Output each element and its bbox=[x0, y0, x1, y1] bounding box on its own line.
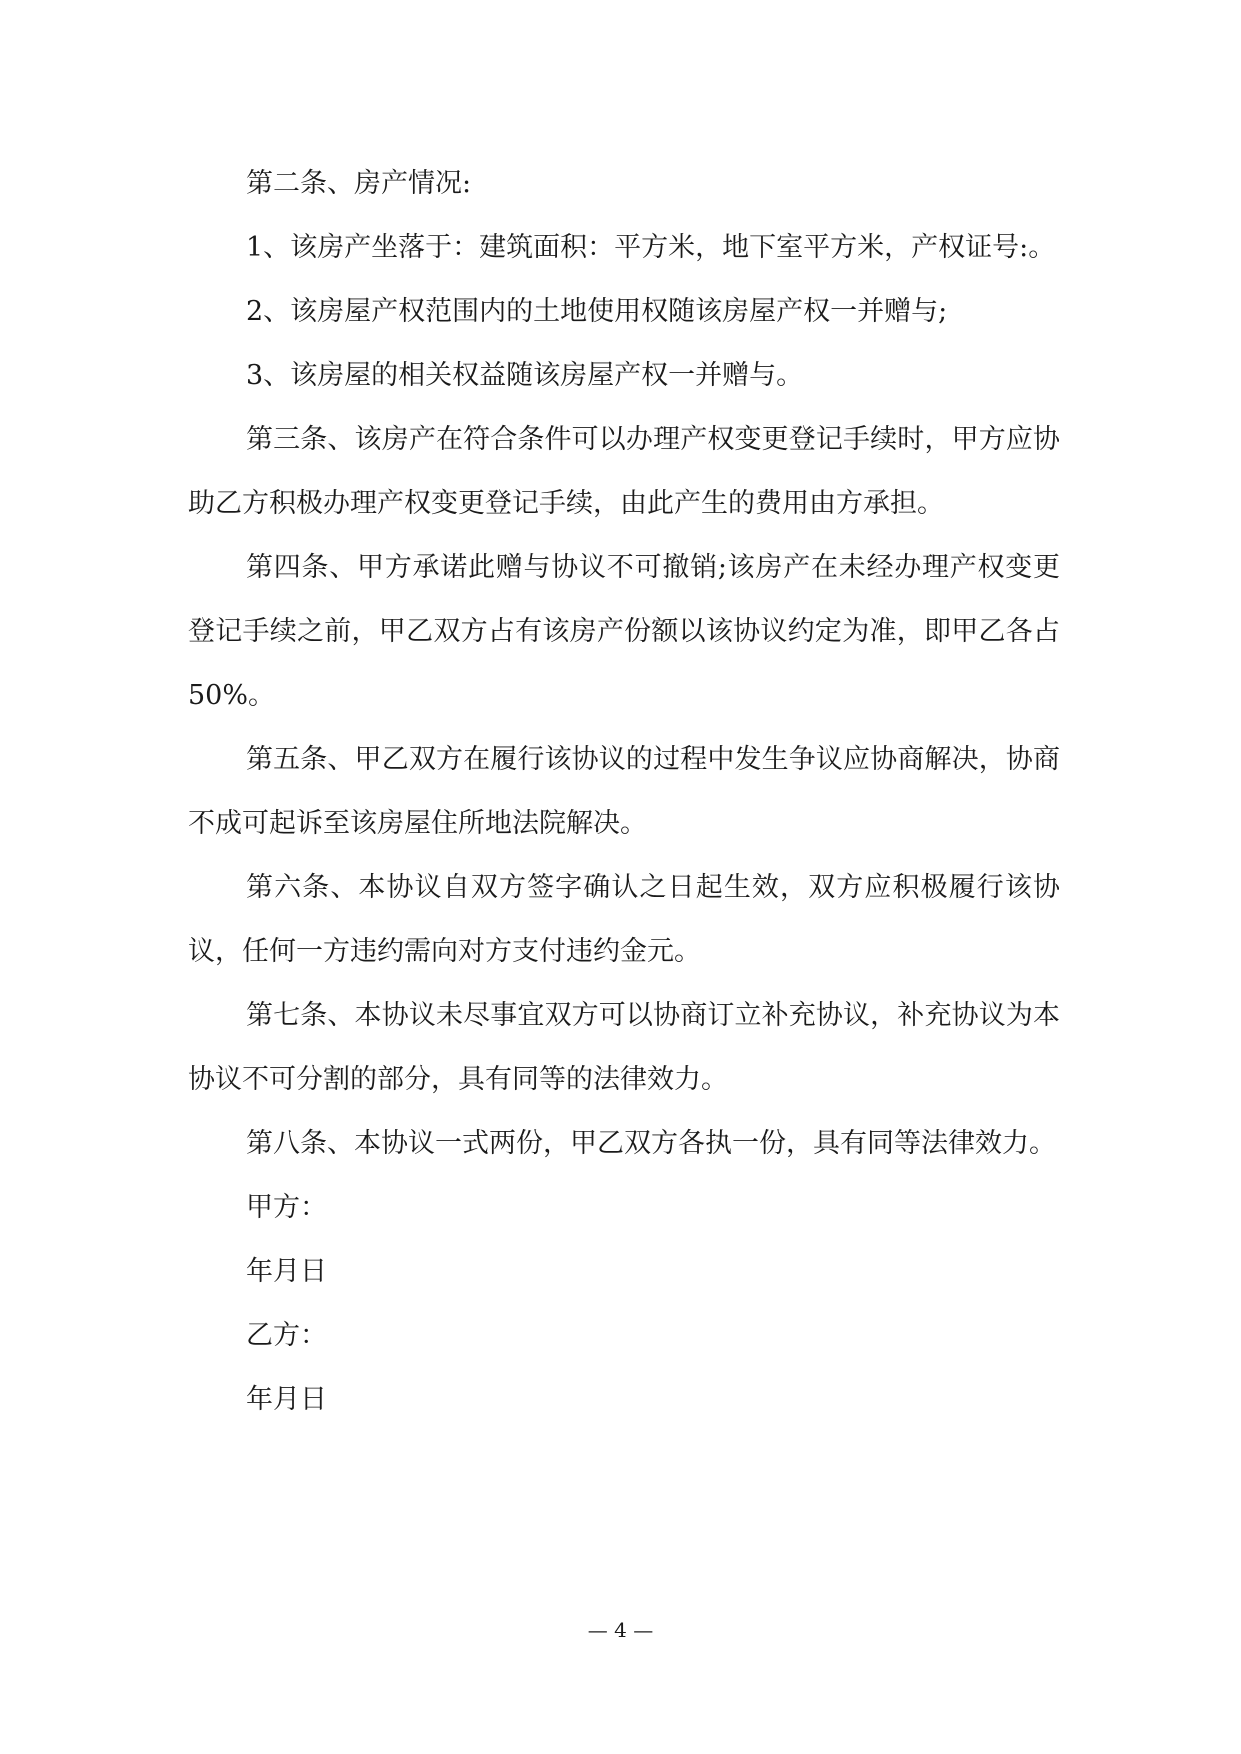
clause-5: 第五条、甲乙双方在履行该协议的过程中发生争议应协商解决，协商不成可起诉至该房屋住所地法院解决。 bbox=[188, 744, 1060, 839]
clause-2-item-1: 1、该房产坐落于：建筑面积：平方米，地下室平方米，产权证号:。 bbox=[246, 232, 1056, 263]
clause-2-item-2: 2、该房屋产权范围内的土地使用权随该房屋产权一并赠与; bbox=[246, 296, 948, 327]
page-number: — 4 — bbox=[587, 1618, 654, 1642]
clause-3: 第三条、该房产在符合条件可以办理产权变更登记手续时，甲方应协助乙方积极办理产权变更登记手续，由此产生的费用由方承担。 bbox=[188, 424, 1060, 519]
party-a-label: 甲方： bbox=[246, 1192, 327, 1223]
clause-2-item-3: 3、该房屋的相关权益随该房屋产权一并赠与。 bbox=[246, 360, 804, 391]
party-a-date: 年月日 bbox=[246, 1256, 327, 1287]
clause-7: 第七条、本协议未尽事宜双方可以协商订立补充协议，补充协议为本协议不可分割的部分，具有同等的法律效力。 bbox=[188, 1000, 1060, 1095]
clause-2-heading: 第二条、房产情况: bbox=[246, 168, 472, 199]
clause-8: 第八条、本协议一式两份，甲乙双方各执一份，具有同等法律效力。 bbox=[246, 1128, 1056, 1159]
clause-6: 第六条、本协议自双方签字确认之日起生效，双方应积极履行该协议，任何一方违约需向对方支付违约金元。 bbox=[188, 872, 1060, 967]
party-b-label: 乙方： bbox=[246, 1320, 327, 1351]
clause-4: 第四条、甲方承诺此赠与协议不可撤销;该房产在未经办理产权变更登记手续之前，甲乙双方占有该房产份额以该协议约定为准，即甲乙各占50%。 bbox=[188, 552, 1060, 711]
party-b-date: 年月日 bbox=[246, 1384, 327, 1415]
document-body bbox=[188, 152, 1060, 1432]
